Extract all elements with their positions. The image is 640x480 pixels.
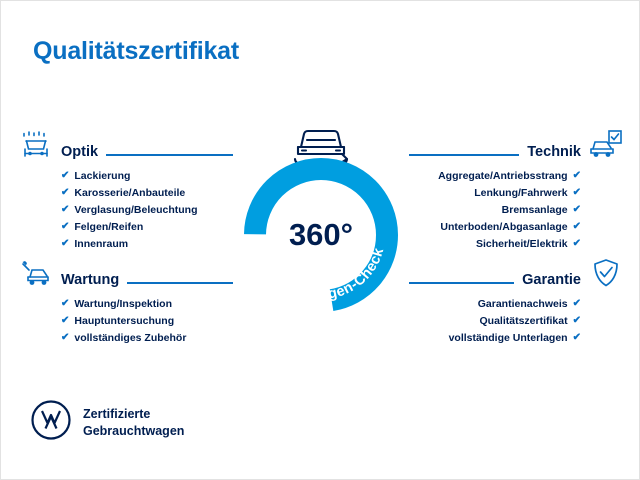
block-technik [409,129,623,250]
list-item-label: Unterboden/Abgasanlage [440,221,568,233]
list-item-label: Innenraum [74,238,129,250]
block-optik [19,129,233,250]
check-icon: ✔ [61,332,70,343]
page-title: Qualitätszertifikat [33,37,239,65]
list-item [61,298,172,310]
check-icon: ✔ [572,238,581,249]
list-item [502,204,581,216]
block-garantie-items [409,298,623,344]
check-icon: ✔ [572,170,581,181]
block-optik-rule [106,154,233,156]
list-item-label: Bremsanlage [501,204,568,216]
footer-branding [31,400,184,445]
list-item [480,315,582,327]
block-technik-header [409,129,623,161]
list-item-label: vollständiges Zubehör [74,332,187,344]
list-item [61,238,128,250]
badge-degrees: 360° [288,217,354,252]
block-optik-header [19,129,233,161]
car-check-icon [589,129,623,161]
block-wartung-label: Wartung [61,271,120,288]
block-wartung-items [19,298,233,344]
car-wash-icon [19,129,53,161]
check-icon: ✔ [572,204,581,215]
block-technik-label: Technik [527,143,581,160]
list-item [61,204,198,216]
list-item-label: Aggregate/Antriebsstrang [438,170,568,182]
check-icon: ✔ [572,221,581,232]
footer-text [83,406,184,440]
list-item [474,187,581,199]
vw-logo-icon [31,400,71,445]
block-optik-items [19,170,233,250]
block-technik-items [409,170,623,250]
block-technik-rule [409,154,519,156]
footer-line-1: Zertifizierte [83,406,151,421]
list-item [61,315,174,327]
list-item-label: Lenkung/Fahrwerk [474,187,568,199]
list-item-label: Wartung/Inspektion [74,298,172,310]
list-item [478,298,581,310]
car-service-icon [19,257,53,289]
check-icon: ✔ [572,332,581,343]
svg-text:Gebrauchtwagen-Check: Gebrauchtwagen-Check [254,243,388,304]
block-optik-label: Optik [61,143,99,160]
block-wartung-header [19,257,233,289]
check-icon: ✔ [572,187,581,198]
block-wartung-rule [127,282,233,284]
footer-line-2: Gebrauchtwagen [83,423,185,438]
list-item-label: Sicherheit/Elektrik [475,238,568,250]
check-icon: ✔ [61,170,70,181]
block-garantie-label: Garantie [522,271,581,288]
list-item-label: Garantienachweis [477,298,568,310]
list-item-label: Qualitätszertifikat [479,315,568,327]
check-icon: ✔ [61,315,70,326]
list-item [61,187,185,199]
list-item-label: Lackierung [74,170,131,182]
check-icon: ✔ [572,298,581,309]
list-item-label: Felgen/Reifen [74,221,144,233]
block-wartung [19,257,233,344]
list-item-label: vollständige Unterlagen [448,332,568,344]
block-garantie [409,257,623,344]
list-item [61,221,143,233]
check-icon: ✔ [61,187,70,198]
list-item-label: Hauptuntersuchung [74,315,175,327]
check-icon: ✔ [61,298,70,309]
block-garantie-rule [409,282,514,284]
list-item [61,332,186,344]
list-item [476,238,581,250]
list-item [438,170,581,182]
block-garantie-header [409,257,623,289]
shield-check-icon [589,257,623,289]
check-icon: ✔ [572,315,581,326]
check-icon: ✔ [61,204,70,215]
list-item-label: Verglasung/Beleuchtung [74,204,198,216]
check-icon: ✔ [61,238,70,249]
check-icon: ✔ [61,221,70,232]
list-item [440,221,581,233]
list-item [449,332,581,344]
badge-360-check [231,121,411,321]
list-item-label: Karosserie/Anbauteile [74,187,186,199]
list-item [61,170,130,182]
